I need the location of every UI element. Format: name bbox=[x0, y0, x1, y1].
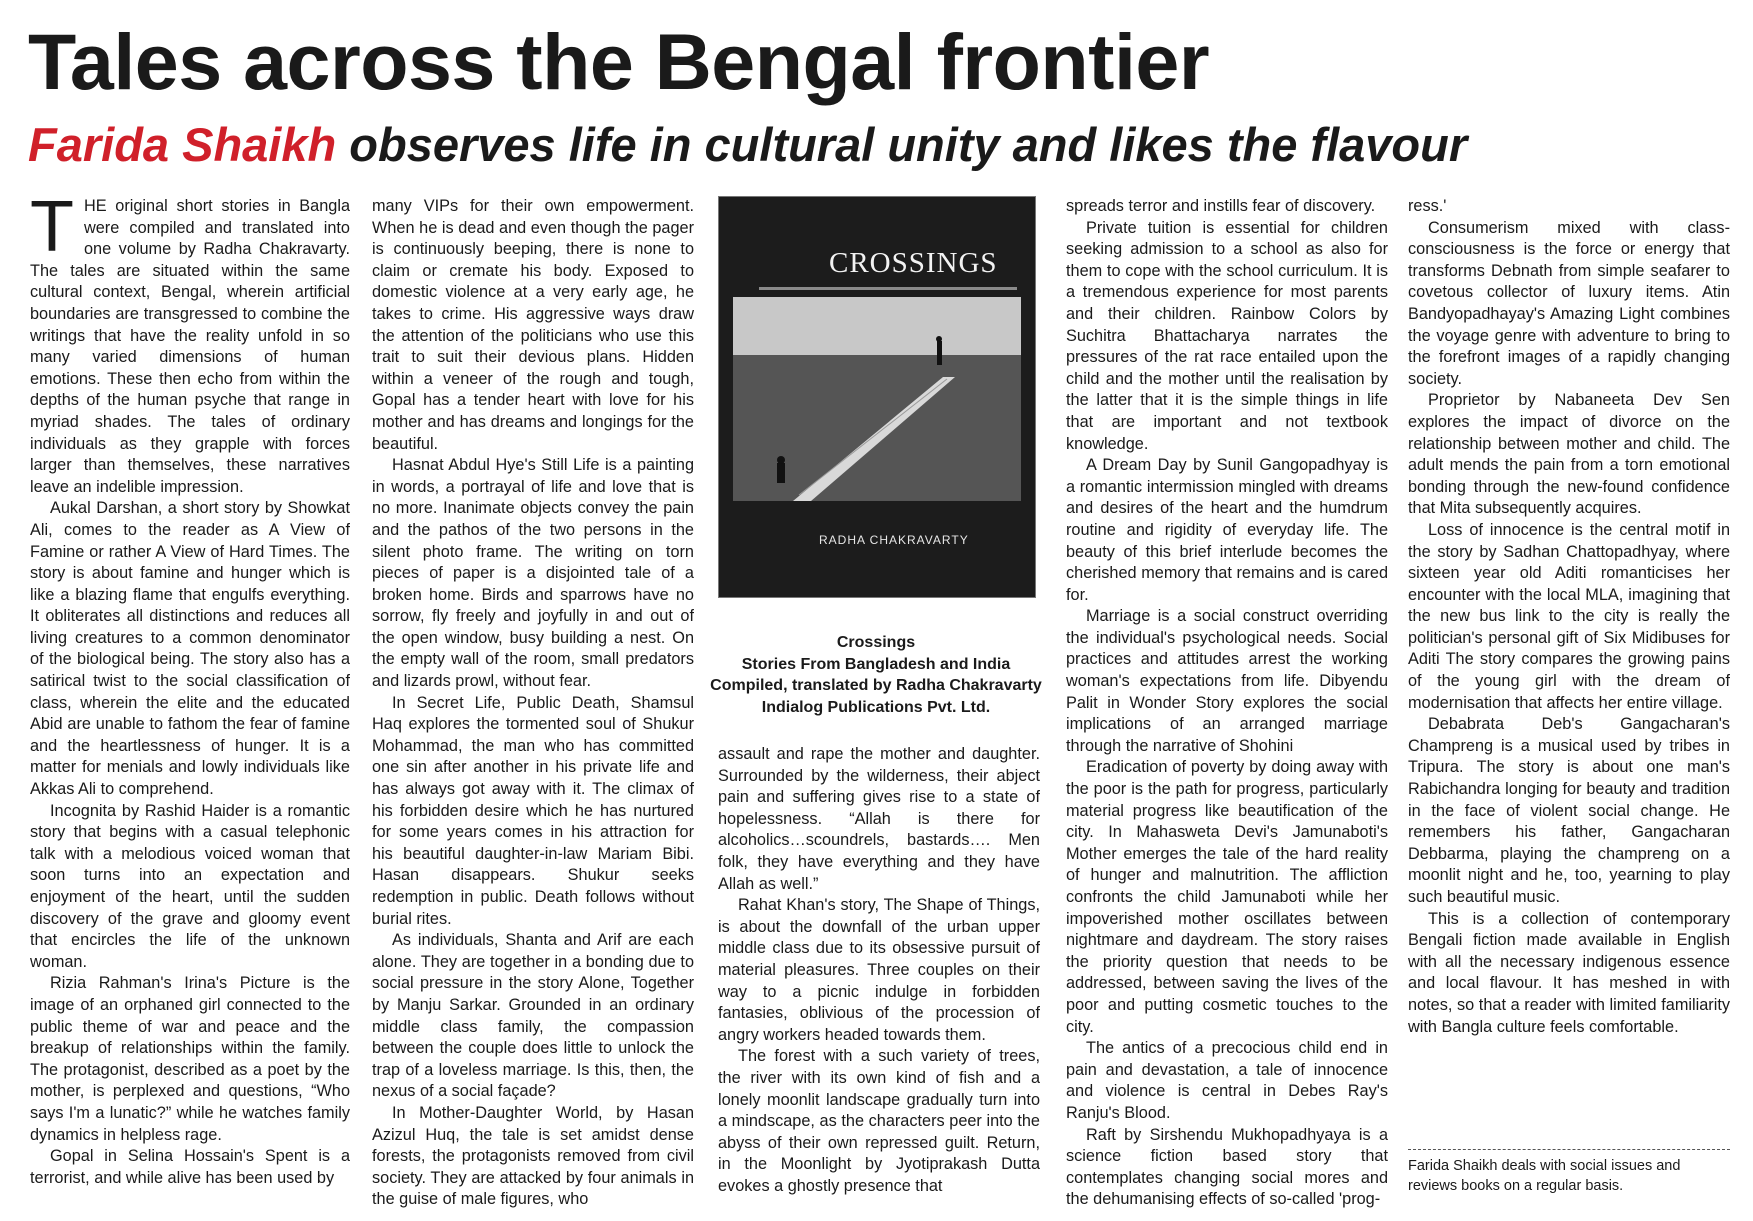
article-column-2 bbox=[372, 196, 694, 1208]
paragraph: Consumerism mixed with class-consciousness is the force or energy that transforms Debnath from simple seafarer to covetous collector of luxury items. Atin Bandyopadhayay's Amazing Light combines the voyage genre with adventure to bring to the forefront images of a rapidly changing society. bbox=[1408, 218, 1730, 388]
byline-divider bbox=[1408, 1149, 1730, 1151]
staircase-photo-icon bbox=[733, 297, 1021, 501]
paragraph: Hasnat Abdul Hye's Still Life is a painting in words, a portrayal of life and love that is no more. Inanimate objects convey the pain and the pathos of the two persons in the silent photo frame. The writing on torn pieces of paper is a disjointed tale of a broken home. Birds and sparrows have no sorrow, fly freely and joyfully in and out of the open window, busy building a nest. On the empty wall of the room, small predators and lizards prowl, without fear. bbox=[372, 456, 694, 691]
paragraph: A Dream Day by Sunil Gangopadhyay is a romantic intermission mingled with dreams and desires of the heart and the humdrum routine and rigidity of everyday life. The beauty of this brief interlude becomes the cherished memory that remains and is cared for. bbox=[1066, 456, 1388, 604]
book-cover-tagline-rule bbox=[759, 287, 1017, 290]
paragraph: Eradication of poverty by doing away with the poor is the path for progress, particularly material progress like beautification of the city. In Mahasweta Devi's Jamunaboti's Mother emerges the tale of the hard reality of hunger and malnutrition. The affliction confronts the child Jamunaboti while her impoverished mother oscillates between nightmare and daydream. The story raises the priority question that needs to be addressed, between saving the lives of the poor and putting cosmetic touches to the city. bbox=[1066, 758, 1388, 1036]
article-column-4 bbox=[1066, 196, 1388, 1208]
paragraph: Incognita by Rashid Haider is a romantic story that begins with a casual telephonic talk with a melodious voiced woman that soon turns into an expectation and enjoyment of the heart, until the sudden discovery of the grave and gloomy event that encircles the life of the unknown woman. bbox=[30, 801, 350, 971]
paragraph: As individuals, Shanta and Arif are each alone. They are together in a bonding due to social pressure in the story Alone, Together by Manju Sarkar. Grounded in an ordinary middle class family, the compassion between the couple does little to unlock the trap of a loveless marriage. Is this, then, the nexus of a social façade? bbox=[372, 931, 694, 1101]
paragraph: Private tuition is essential for children seeking admission to a school as also for them to cope with the school curriculum. It is a tremendous experience for most parents and their children. Rainbow Colors by Suchitra Bhattacharya narrates the pressures of the rat race entailed upon the child and the mother until the realisation by the latter that it is the simple things in life that are important and not textbook knowledge. bbox=[1066, 218, 1388, 453]
paragraph: spreads terror and instills fear of discovery. bbox=[1066, 197, 1376, 215]
paragraph: This is a collection of contemporary Bengali fiction made available in English with all the necessary indigenous essence and local flavour. It has meshed in with notes, so that a reader with limited familiarity with Bangla culture feels comfortable. bbox=[1408, 909, 1730, 1036]
paragraph: Marriage is a social construct overriding the individual's psychological needs. Social practices and attitudes arrest the working woman's expectations from life. Dibyendu Palit in Wonder Story explores the social implications of an arranged marriage through the narrative of Shohini bbox=[1066, 607, 1388, 755]
book-cover-compiler: RADHA CHAKRAVARTY bbox=[819, 533, 969, 547]
paragraph: ress.' bbox=[1408, 197, 1447, 215]
paragraph: Raft by Sirshendu Mukhopadhyaya is a science fiction based story that contemplates changing social mores and the dehumanising effects of so-called 'prog- bbox=[1066, 1125, 1388, 1208]
book-cover-image bbox=[718, 196, 1036, 598]
author-bio: Farida Shaikh deals with social issues and reviews books on a regular basis. bbox=[1408, 1158, 1681, 1194]
article-column-1 bbox=[30, 196, 350, 1208]
image-caption bbox=[706, 632, 1046, 718]
subheadline bbox=[28, 120, 1467, 169]
paragraph: Gopal in Selina Hossain's Spent is a terrorist, and while alive has been used by bbox=[30, 1147, 350, 1187]
caption-line: Compiled, translated by Radha Chakravarty bbox=[710, 677, 1042, 694]
page-title: Tales across the Bengal frontier bbox=[28, 17, 1210, 106]
paragraph: Rizia Rahman's Irina's Picture is the image of an orphaned girl connected to the public theme of war and peace and the breakup of relationships within the family. The protagonist, described as a poet by the mother, is perplexed and questions, “Who says I'm a lunatic?” while he watches family dynamics in helpless rage. bbox=[30, 974, 350, 1144]
caption-line: Indialog Publications Pvt. Ltd. bbox=[761, 698, 991, 716]
paragraph: HE original short stories in Bangla were compiled and translated into one volume by Radha Chakravarty. The tales are situated within the same cultural context, Bengal, wherein artificial boundaries are transgressed to combine the writings that have the reality unfold in so many varied dimensions of human emotions. These then echo from within the depths of the human psyche that range in myriad shades. The tales of ordinary individuals as they grapple with forces larger than themselves, these narratives leave an indelible impression. bbox=[30, 197, 350, 496]
paragraph: assault and rape the mother and daughter. Surrounded by the wilderness, their abject pain and suffering gives rise to a state of hopelessness. “Allah is there for alcoholics…scoundrels, bastards…. Men folk, they have everything and they have Allah as well.” bbox=[718, 745, 1040, 893]
paragraph: many VIPs for their own empowerment. When he is dead and even though the pager is continuously beeping, there is none to claim or cremate his body. Exposed to domestic violence at a very early age, he takes to crime. His aggressive ways draw the attention of the politicians who use this trait to suit their devious plans. Hidden within a veneer of the rough and tough, Gopal has a tender heart with love for his mother and has dreams and longings for the beautiful. bbox=[372, 197, 694, 453]
paragraph: The antics of a precocious child end in pain and devastation, a tale of innocence and violence is central in Debes Ray's Ranju's Blood. bbox=[1066, 1039, 1388, 1122]
book-cover-photo bbox=[733, 297, 1021, 501]
caption-line: Stories From Bangladesh and India bbox=[741, 655, 1011, 673]
paragraph: In Mother-Daughter World, by Hasan Azizul Huq, the tale is set amidst dense forests, the protagonists removed from civil society. They are attacked by four animals in the guise of male figures, who bbox=[372, 1103, 694, 1208]
article-column-5 bbox=[1408, 196, 1730, 1208]
paragraph: Rahat Khan's story, The Shape of Things, is about the downfall of the urban upper middle class due to its obsessive pursuit of material pleasures. Three couples on their way to a picnic indulge in forbidden fantasies, oblivious of the procession of angry workers headed towards them. bbox=[718, 896, 1040, 1044]
paragraph: The forest with a such variety of trees, the river with its own kind of fish and a lonely moonlit landscape gradually turn into a mindscape, as the characters peer into the abyss of their own repressed guilt. Return, in the Moonlight by Jyotiprakash Dutta evokes a ghostly presence that bbox=[718, 1047, 1040, 1195]
subheadline-text: observes life in cultural unity and likes the flavour bbox=[336, 118, 1468, 171]
article-column-3 bbox=[718, 744, 1040, 1208]
book-cover-title: CROSSINGS bbox=[829, 247, 998, 279]
paragraph: Debabrata Deb's Gangacharan's Champreng is a musical used by tribes in Tripura. The story is about one man's Rabichandra longing for beauty and tradition in the face of violent social change. He remembers his father, Gangacharan Debbarma, playing the champreng on a moonlit night and he, too, yearning to play such beautiful music. bbox=[1408, 715, 1730, 906]
drop-cap: T bbox=[30, 196, 74, 267]
paragraph: Loss of innocence is the central motif in the story by Sadhan Chattopadhyay, where sixteen year old Aditi romanticises her encounter with the local MLA, imagining that the new bus link to the city is really the politician's personal gift of Six Midibuses for Aditi The story compares the growing pains of the young girl with the dream of modernisation that affects her entire village. bbox=[1408, 520, 1730, 712]
paragraph: In Secret Life, Public Death, Shamsul Haq explores the tormented soul of Shukur Mohammad, the man who has committed one sin after another in his private life and has always got away with it. The climax of his forbidden desire which he has nurtured for some years comes in his attraction for his beautiful daughter-in-law Mariam Bibi. Hasan disappears. Shukur seeks redemption in public. Death follows without burial rites. bbox=[372, 693, 694, 928]
author-name: Farida Shaikh bbox=[28, 118, 337, 171]
paragraph: Proprietor by Nabaneeta Dev Sen explores the impact of divorce on the relationship between mother and child. The adult mends the pain from a torn emotional bonding through the new-found confidence that Mita subsequently acquires. bbox=[1408, 391, 1730, 518]
paragraph: Aukal Darshan, a short story by Showkat Ali, comes to the reader as A View of Famine or rather A View of Hard Times. The story is about famine and hunger which is like a blazing flame that engulfs everything. It obliterates all distinctions and reduces all living creatures to a common denominator of the biological being. The story also has a satirical twist to the social classification of class, wherein the elite and the educated Abid are unable to fathom the fear of famine and the heartlessness of hunger. It is a matter for menials and lowly individuals like Akkas Ali to comprehend. bbox=[30, 499, 350, 799]
caption-line: Crossings bbox=[836, 634, 916, 651]
